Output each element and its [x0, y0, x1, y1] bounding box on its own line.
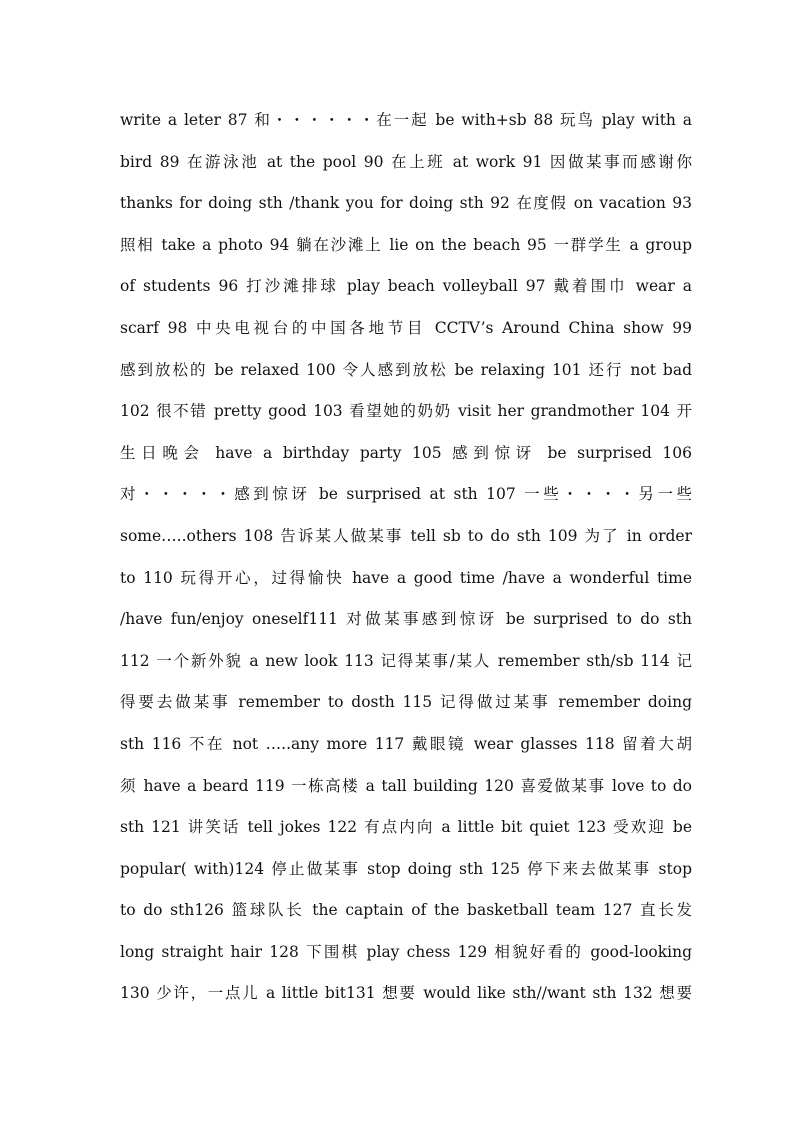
text-line: 对・・・・・感到惊讶 be surprised at sth 107 一些・・・・另一些: [120, 485, 692, 504]
text-line: 照相 take a photo 94 躺在沙滩上 lie on the beach 95 一群学生 a group: [120, 235, 692, 254]
text-line: long straight hair 128 下围棋 play chess 129 相貌好看的 good-looking: [120, 942, 692, 961]
text-line: thanks for doing sth /thank you for doing sth 92 在度假 on vacation 93: [120, 194, 692, 213]
text-line: sth 116 不在 not …..any more 117 戴眼镜 wear glasses 118 留着大胡: [120, 734, 692, 753]
text-line: 生日晚会 have a birthday party 105 感到惊讶 be surprised 106: [120, 443, 692, 462]
text-line: of students 96 打沙滩排球 play beach volleyball 97 戴着围巾 wear a: [120, 277, 692, 296]
text-line: 感到放松的 be relaxed 100 令人感到放松 be relaxing 101 还行 not bad: [120, 360, 692, 379]
text-line: to 110 玩得开心，过得愉快 have a good time /have a wonderful time: [120, 568, 692, 587]
text-line: 112 一个新外貌 a new look 113 记得某事/某人 remember sth/sb 114 记: [120, 651, 692, 670]
text-line: 130 少许，一点儿 a little bit131 想要 would like sth//want sth 132 想要: [120, 984, 692, 1003]
text-line: popular( with)124 停止做某事 stop doing sth 125 停下来去做某事 stop: [120, 859, 692, 878]
text-line: 须 have a beard 119 一栋高楼 a tall building 120 喜爱做某事 love to do: [120, 776, 692, 795]
text-line: bird 89 在游泳池 at the pool 90 在上班 at work 91 因做某事而感谢你: [120, 152, 692, 171]
text-line: sth 121 讲笑话 tell jokes 122 有点内向 a little bit quiet 123 受欢迎 be: [120, 818, 692, 837]
text-line: scarf 98 中央电视台的中国各地节目 CCTV’s Around China show 99: [120, 318, 692, 337]
vocabulary-text-block: [120, 100, 692, 1015]
text-line: 102 很不错 pretty good 103 看望她的奶奶 visit her grandmother 104 开: [120, 402, 692, 421]
text-line: write a leter 87 和・・・・・・在一起 be with+sb 88 玩鸟 play with a: [120, 111, 692, 129]
text-line: 得要去做某事 remember to dosth 115 记得做过某事 remember doing: [120, 693, 692, 712]
text-line: to do sth126 篮球队长 the captain of the basketball team 127 直长发: [120, 901, 692, 920]
text-line: some…..others 108 告诉某人做某事 tell sb to do sth 109 为了 in order: [120, 526, 692, 545]
text-line: /have fun/enjoy oneself111 对做某事感到惊讶 be surprised to do sth: [120, 610, 692, 629]
